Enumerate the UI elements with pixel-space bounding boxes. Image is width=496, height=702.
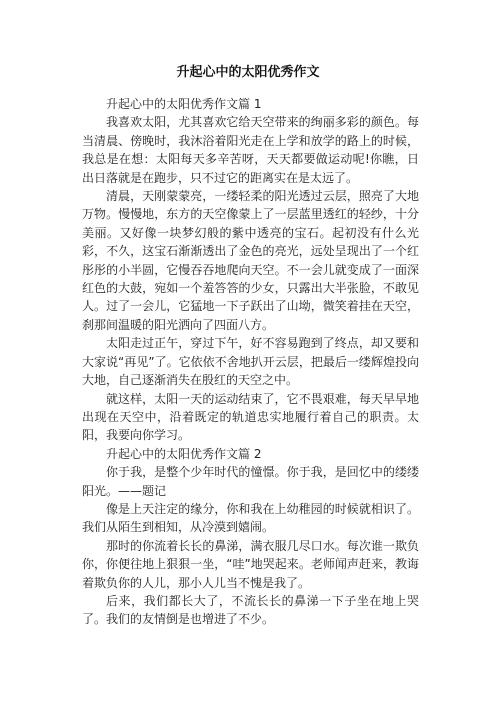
section-heading-2: 升起心中的太阳优秀作文篇 2	[106, 446, 262, 461]
document-title: 升起心中的太阳优秀作文	[176, 65, 320, 80]
document-body	[82, 95, 419, 629]
paragraph: 太阳走过正午，穿过下午，好不容易跑到了终点，却又要和大家说“再见”了。它依依不舍地扒开云层，把最后一缕辉煌投向大地，自己逐渐消失在殷红的天空之中。	[82, 336, 419, 388]
section-heading-1: 升起心中的太阳优秀作文篇 1	[106, 97, 262, 111]
paragraph: 你于我，是整个少年时代的憧憬。你于我，是回忆中的缕缕阳光。——题记	[82, 465, 419, 498]
paragraph: 后来，我们都长大了，不流长长的鼻涕一下子坐在地上哭了。我们的友情倒是也增进了不少。	[82, 593, 419, 627]
paragraph: 我喜欢太阳，尤其喜欢它给天空带来的绚丽多彩的颜色。每当清晨、傍晚时，我沐浴着阳光走在上学和放学的路上的时候，我总是在想：太阳每天多辛苦呀，天天都要做运动呢!你瞧，日出日落就是在跑步，只不过它的距离实在是太远了。	[82, 115, 419, 185]
paragraph: 清晨，天刚蒙蒙亮，一缕轻柔的阳光透过云层，照亮了大地万物。慢慢地，东方的天空像蒙上了一层蓝里透红的轻纱，十分美丽。又好像一块梦幻般的紫中透亮的宝石。起初没有什么光彩，不久，这宝石渐渐透出了金色的亮光，远处呈现出了一个红彤彤的小半圆，它慢吞吞地爬向天空。不一会儿就变成了一面深红色的大鼓，宛如一个羞答答的少女，只露出大半张脸，不敢见人。过了一会儿，它猛地一下子跃出了山坳，微笑着挂在天空，刹那间温暖的阳光洒向了四面八方。	[82, 189, 419, 332]
paragraph: 像是上天注定的缘分，你和我在上幼稚园的时候就相识了。我们从陌生到相知，从冷漠到嬉闹。	[82, 501, 419, 535]
paragraph: 就这样，太阳一天的运动结束了，它不畏艰难，每天早早地出现在天空中，沿着既定的轨道忠实地履行着自己的职责。太阳，我要向你学习。	[82, 391, 419, 443]
paragraph: 那时的你流着长长的鼻涕，满衣服几尽口水。每次谁一欺负你，你便往地上狠狠一坐，“哇”地哭起来。老师闻声赶来，教诲着欺负你的人儿，那小人儿当不愧是我了。	[82, 538, 419, 590]
